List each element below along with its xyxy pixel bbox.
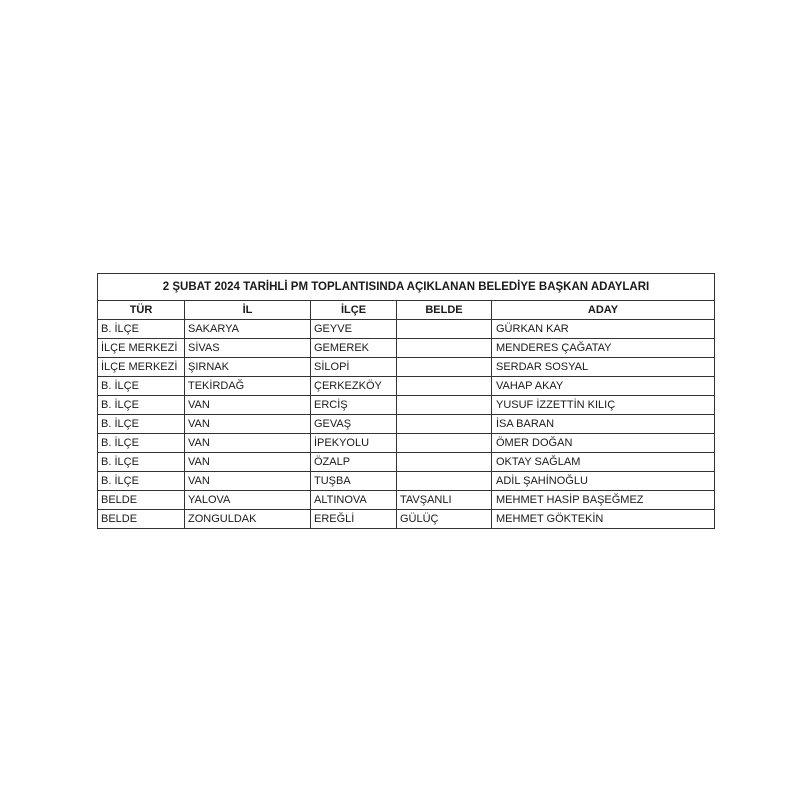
table-row [98,320,715,339]
cell-tur: B. İLÇE [98,377,185,396]
cell-il: VAN [185,415,311,434]
cell-tur: B. İLÇE [98,320,185,339]
cell-tur: İLÇE MERKEZİ [98,339,185,358]
cell-tur: B. İLÇE [98,415,185,434]
header-tur: TÜR [98,301,185,320]
cell-belde [397,415,492,434]
cell-ilce: ÖZALP [311,453,397,472]
table-row [98,396,715,415]
cell-il: TEKİRDAĞ [185,377,311,396]
cell-aday: SERDAR SOSYAL [492,358,715,377]
cell-tur: İLÇE MERKEZİ [98,358,185,377]
table-row [98,491,715,510]
cell-belde [397,434,492,453]
cell-il: ZONGULDAK [185,510,311,529]
cell-aday: GÜRKAN KAR [492,320,715,339]
cell-belde [397,453,492,472]
header-row [98,301,715,320]
cell-belde: TAVŞANLI [397,491,492,510]
cell-il: YALOVA [185,491,311,510]
table-row [98,358,715,377]
cell-aday: YUSUF İZZETTİN KILIÇ [492,396,715,415]
table-row [98,510,715,529]
cell-aday: VAHAP AKAY [492,377,715,396]
cell-aday: OKTAY SAĞLAM [492,453,715,472]
table-row [98,339,715,358]
cell-il: SİVAS [185,339,311,358]
cell-aday: MEHMET HASİP BAŞEĞMEZ [492,491,715,510]
cell-belde [397,358,492,377]
cell-tur: B. İLÇE [98,472,185,491]
cell-ilce: GEYVE [311,320,397,339]
cell-aday: MEHMET GÖKTEKİN [492,510,715,529]
table-row [98,453,715,472]
cell-il: VAN [185,396,311,415]
cell-tur: B. İLÇE [98,434,185,453]
cell-ilce: GEMEREK [311,339,397,358]
cell-belde [397,320,492,339]
cell-ilce: EREĞLİ [311,510,397,529]
cell-il: VAN [185,453,311,472]
table-title: 2 ŞUBAT 2024 TARİHLİ PM TOPLANTISINDA AÇIKLANAN BELEDİYE BAŞKAN ADAYLARI [98,274,715,301]
cell-ilce: ERCİŞ [311,396,397,415]
cell-belde [397,472,492,491]
header-aday: ADAY [492,301,715,320]
cell-aday: ADİL ŞAHİNOĞLU [492,472,715,491]
cell-aday: ÖMER DOĞAN [492,434,715,453]
cell-belde: GÜLÜÇ [397,510,492,529]
cell-ilce: İPEKYOLU [311,434,397,453]
title-row [98,274,715,301]
table-row [98,472,715,491]
cell-ilce: ALTINOVA [311,491,397,510]
cell-il: VAN [185,472,311,491]
cell-tur: B. İLÇE [98,396,185,415]
cell-il: VAN [185,434,311,453]
cell-ilce: TUŞBA [311,472,397,491]
table-row [98,415,715,434]
table-body [98,320,715,529]
cell-belde [397,377,492,396]
cell-ilce: ÇERKEZKÖY [311,377,397,396]
cell-aday: İSA BARAN [492,415,715,434]
cell-belde [397,339,492,358]
cell-belde [397,396,492,415]
candidates-table [97,273,715,529]
cell-ilce: SİLOPİ [311,358,397,377]
header-belde: BELDE [397,301,492,320]
header-il: İL [185,301,311,320]
header-ilce: İLÇE [311,301,397,320]
cell-aday: MENDERES ÇAĞATAY [492,339,715,358]
cell-tur: BELDE [98,491,185,510]
table-row [98,434,715,453]
cell-il: ŞIRNAK [185,358,311,377]
cell-il: SAKARYA [185,320,311,339]
table-row [98,377,715,396]
cell-ilce: GEVAŞ [311,415,397,434]
cell-tur: B. İLÇE [98,453,185,472]
cell-tur: BELDE [98,510,185,529]
